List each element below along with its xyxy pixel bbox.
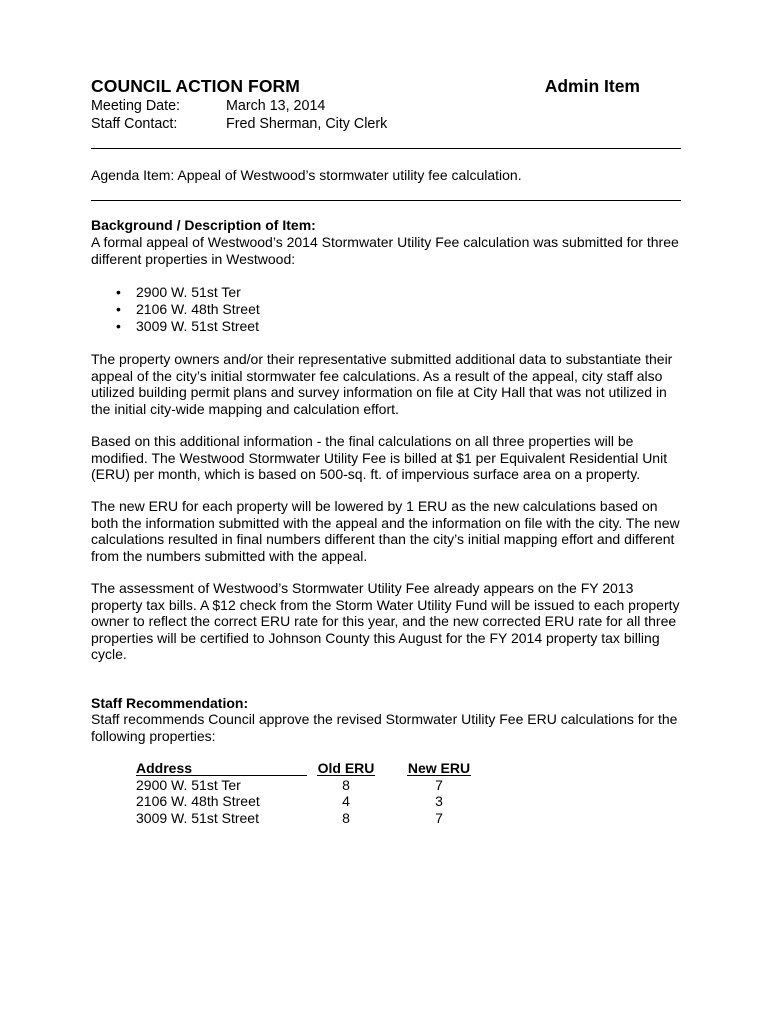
header-old-eru: Old ERU: [317, 760, 375, 776]
form-header: [91, 76, 681, 133]
background-paragraph-4: The assessment of Westwood’s Stormwater Utility Fee already appears on the FY 2013 property tax bills. A $12 check from the Storm Water Utility Fund will be issued to each property owner to reflect the correct ERU rate for this year, and the new corrected ERU rate for all three properties will be certified to Johnson County this August for the FY 2014 property tax billing cycle.: [91, 580, 680, 662]
header-address: Address: [136, 760, 193, 776]
background-paragraph-2: Based on this additional information - the final calculations on all three properties will be modified. The Westwood Stormwater Utility Fee is billed at $1 per Equivalent Residential Unit (ERU) per month, which is based on 500-sq. ft. of impervious surface area on a property.: [91, 433, 668, 482]
meeting-date-label: Meeting Date:: [91, 98, 181, 114]
staff-contact-row: [91, 115, 681, 133]
meeting-date-row: [91, 97, 681, 115]
staff-contact-value: Fred Sherman, City Clerk: [226, 116, 388, 132]
background-paragraph-3: The new ERU for each property will be lowered by 1 ERU as the new calculations based on both the information submitted with the appeal and the information on file with the city. The new calculations resulted in final numbers different than the city’s initial mapping effort and different from the numbers submitted with the appeal.: [91, 498, 680, 564]
divider-top: [91, 148, 681, 149]
property-list: [91, 284, 260, 335]
form-title: COUNCIL ACTION FORM: [91, 76, 300, 96]
divider-bottom: [91, 200, 681, 201]
background-paragraph-1: The property owners and/or their representative submitted additional data to substantiate their appeal of the city’s initial stormwater fee calculations. As a result of the appeal, city staff also utilized building permit plans and survey information on file at City Hall that was not utilized in the initial city-wide mapping and calculation effort.: [91, 351, 673, 417]
recommendation-heading: Staff Recommendation:: [91, 695, 249, 711]
background-intro: A formal appeal of Westwood’s 2014 Stormwater Utility Fee calculation was submitted for three different properties in Westwood:: [91, 234, 679, 267]
admin-item-tag: Admin Item: [544, 76, 640, 96]
agenda-item: Agenda Item: Appeal of Westwood’s stormwater utility fee calculation.: [91, 167, 522, 183]
header-new-eru: New ERU: [407, 760, 471, 776]
background-heading: Background / Description of Item:: [91, 217, 316, 233]
staff-contact-label: Staff Contact:: [91, 116, 178, 132]
list-item: • 3009 W. 51st Street: [116, 318, 259, 334]
meeting-date-value: March 13, 2014: [226, 98, 326, 114]
recommendation-text: Staff recommends Council approve the revised Stormwater Utility Fee ERU calculations for the following properties:: [91, 711, 678, 744]
list-item: • 2106 W. 48th Street: [116, 301, 260, 317]
list-item: • 2900 W. 51st Ter: [116, 284, 241, 300]
